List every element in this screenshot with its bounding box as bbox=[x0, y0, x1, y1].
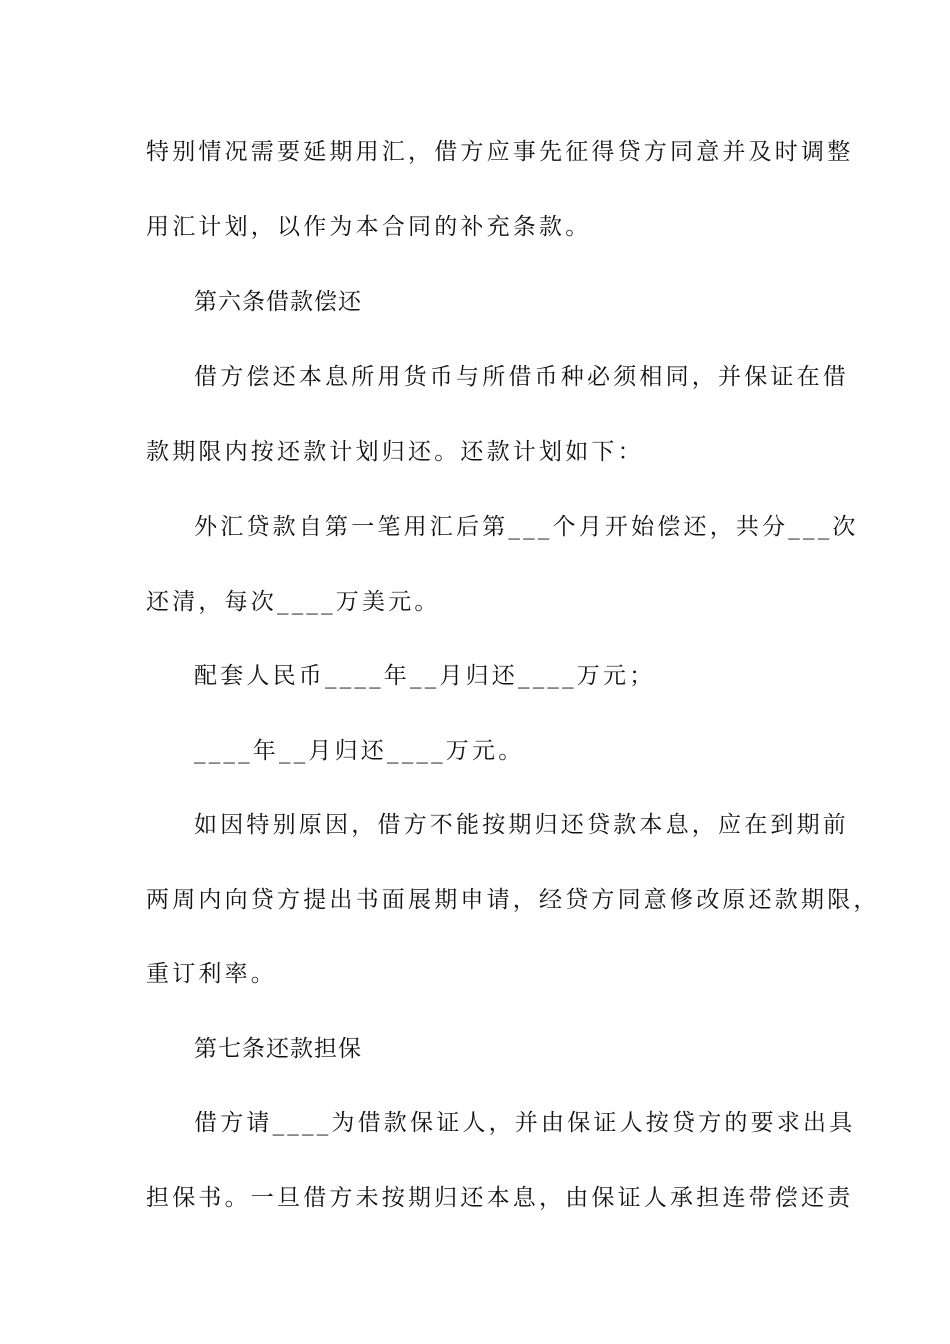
paragraph-line: 借方请____为借款保证人，并由保证人按贷方的要求出具 bbox=[194, 1110, 856, 1136]
paragraph-line: 还清，每次____万美元。 bbox=[146, 589, 441, 615]
paragraph-line: 担保书。一旦借方未按期归还本息，由保证人承担连带偿还责 bbox=[146, 1185, 854, 1211]
paragraph-line: 配套人民币____年__月归还____万元； bbox=[194, 663, 656, 689]
paragraph-line: 用汇计划，以作为本合同的补充条款。 bbox=[146, 214, 592, 240]
section-heading-article-6: 第六条借款偿还 bbox=[194, 289, 362, 315]
paragraph-line: 款期限内按还款计划归还。还款计划如下： bbox=[146, 439, 644, 465]
paragraph-line: ____年__月归还____万元。 bbox=[194, 738, 525, 764]
section-heading-article-7: 第七条还款担保 bbox=[194, 1036, 362, 1062]
paragraph-line: 特别情况需要延期用汇，借方应事先征得贷方同意并及时调整 bbox=[146, 139, 854, 165]
paragraph-line: 外汇贷款自第一笔用汇后第___个月开始偿还，共分___次 bbox=[194, 514, 859, 540]
paragraph-line: 两周内向贷方提出书面展期申请，经贷方同意修改原还款期限， bbox=[146, 887, 880, 913]
paragraph-line: 如因特别原因，借方不能按期归还贷款本息，应在到期前 bbox=[194, 812, 849, 838]
paragraph-line: 借方偿还本息所用货币与所借币种必须相同，并保证在借 bbox=[194, 364, 849, 390]
paragraph-line: 重订利率。 bbox=[146, 961, 277, 987]
